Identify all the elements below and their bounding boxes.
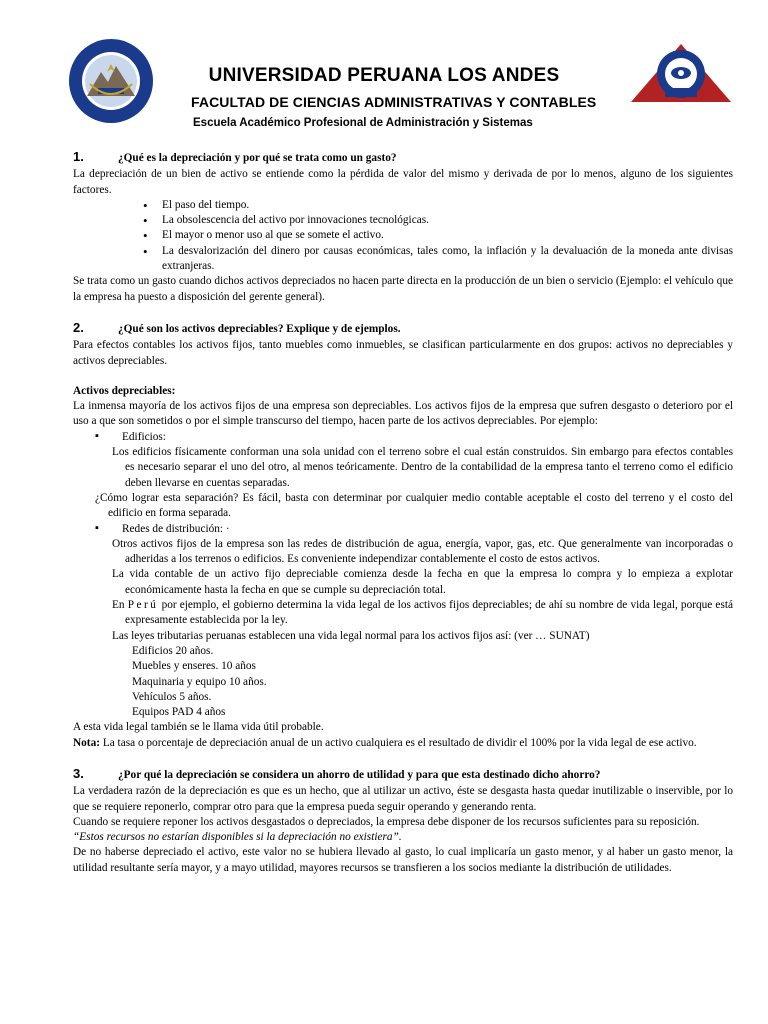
question-3-heading	[73, 766, 733, 783]
question-number: 1.	[73, 149, 84, 164]
legal-lives-list	[73, 644, 733, 720]
list-item: Muebles y enseres. 10 años	[132, 660, 256, 673]
q2-note	[73, 736, 733, 751]
question-number: 3.	[73, 765, 84, 781]
q3-paragraph-2: Cuando se requiere reponer los activos desgastados o depreciados, la empresa debe disponer de los recursos suficientes para su reposición.	[73, 815, 700, 828]
list-item: • El mayor o menor uso al que se somete el activo.	[143, 228, 733, 243]
item-edificios-question: ¿Cómo lograr esta separación? Es fácil, basta con determinar por cualquier medio contable aceptable el costo del terreno y el costo del edificio en forma separada.	[95, 491, 733, 520]
list-item: Equipos PAD 4 años	[132, 706, 226, 719]
q2-after: A esta vida legal también se le llama vida útil probable.	[73, 721, 324, 734]
list-item: • La desvalorización del dinero por causas económicas, tales como, la inflación y la devaluación de la moneda ante divisas extranjeras.	[143, 244, 733, 275]
q2-subheading: Activos depreciables:	[73, 384, 176, 397]
list-item: Maquinaria y equipo 10 años.	[132, 675, 267, 688]
item-redes-text-1: Otros activos fijos de la empresa son las redes de distribución de agua, energía, vapor, gas, etc. Que generalmente van incorporadas o adheridas a los terrenos o edificios. Es conveniente independizar contablemente el costo de estos activos.	[112, 537, 733, 566]
school-title: Escuela Académico Profesional de Administración y Sistemas	[193, 117, 533, 129]
question-number: 2.	[73, 319, 84, 335]
q3-paragraph-1: La verdadera razón de la depreciación es que es un hecho, que al utilizar un activo, éste se desgasta hasta quedar inutilizable o inservible, por lo que se requiere reponerlo, comprar otro para que la empresa pueda seguir operando y generando renta.	[73, 785, 733, 813]
text-prefix: En	[112, 599, 125, 612]
country-name: Perú	[127, 599, 159, 612]
list-item: • El paso del tiempo.	[143, 198, 733, 213]
item-edificios-label: ▪ Edificios:	[73, 430, 733, 445]
question-text: ¿Qué es la depreciación y por qué se trata como un gasto?	[118, 152, 397, 164]
q1-closing: Se trata como un gasto cuando dichos activos depreciados no hacen parte directa en la producción de un bien o servicio (Ejemplo: el vehículo que la empresa ha puesto a disposición del gerente general).	[73, 275, 733, 303]
q3-quote: “Estos recursos no estarían disponibles si la depreciación no existiera”.	[73, 831, 402, 844]
university-title: UNIVERSIDAD PERUANA LOS ANDES	[208, 65, 560, 86]
list-item: Edificios 20 años.	[132, 644, 214, 657]
q1-intro: La depreciación de un bien de activo se entiende como la pérdida de valor del mismo y derivada de por lo menos, alguno de los siguientes factores.	[73, 168, 733, 196]
item-redes-text-3	[73, 598, 733, 629]
item-edificios-text: Los edificios físicamente conforman una sola unidad con el terreno sobre el cual están construidos. Sin embargo para efectos contables es necesario separar el uno del otro, al menos teóricamente. Dentro de la contabilidad de la empresa tanto el terreno como el edificio deben llevarse en cuentas separadas.	[112, 446, 733, 489]
item-redes-text-2: La vida contable de un activo fijo depreciable comienza desde la fecha en que la empresa lo compra y lo empieza a explotar económicamente hasta la fecha en que se cumple su depreciación total.	[112, 568, 733, 596]
q3-paragraph-3: De no haberse depreciado el activo, este valor no se hubiera llevado al gasto, lo cual implicaría un gasto menor, y al haber un gasto menor, la utilidad resultante sería mayor, y a mayo utilidad, mayores recursos se transfieren a los socios mediante la distribución de utilidades.	[73, 846, 733, 874]
question-text: ¿Por qué la depreciación se considera un ahorro de utilidad y para que esta destinado dicho ahorro?	[118, 768, 601, 781]
list-item: • La obsolescencia del activo por innovaciones tecnológicas.	[143, 213, 733, 228]
q2-paragraph: La inmensa mayoría de los activos fijos de una empresa son depreciables. Los activos fijos de la empresa que sufren desgasto o deterioro por el uso a que son sometidos o por el simple transcurso del tiempo, hacen parte de los activos depreciables. Por ejemplo:	[73, 400, 733, 428]
item-redes-label: ▪ Redes de distribución: ·	[73, 522, 733, 537]
text-rest: por ejemplo, el gobierno determina la vida legal de los activos fijos depreciables; de ahí su nombre de vida legal, porque está expresamente establecida por la ley.	[125, 599, 733, 627]
q2-intro: Para efectos contables los activos fijos, tanto muebles como inmuebles, se clasifican particularmente en dos grupos: activos no depreciables y activos depreciables.	[73, 339, 733, 367]
question-text: ¿Qué son los activos depreciables? Explique y de ejemplos.	[118, 322, 401, 335]
list-item: Vehículos 5 años.	[132, 690, 212, 703]
question-1-heading	[73, 149, 733, 166]
note-text: La tasa o porcentaje de depreciación anual de un activo cualquiera es el resultado de dividir el 100% por la vida legal de ese activo.	[102, 736, 697, 749]
faculty-title: FACULTAD DE CIENCIAS ADMINISTRATIVAS Y CONTABLES	[191, 94, 597, 110]
note-label: Nota:	[73, 736, 100, 749]
item-redes-text-4: Las leyes tributarias peruanas establecen una vida legal normal para los activos fijos así: (ver … SUNAT)	[112, 629, 590, 642]
question-2-heading	[73, 320, 733, 337]
document-body	[73, 149, 733, 876]
factors-list	[73, 198, 733, 274]
